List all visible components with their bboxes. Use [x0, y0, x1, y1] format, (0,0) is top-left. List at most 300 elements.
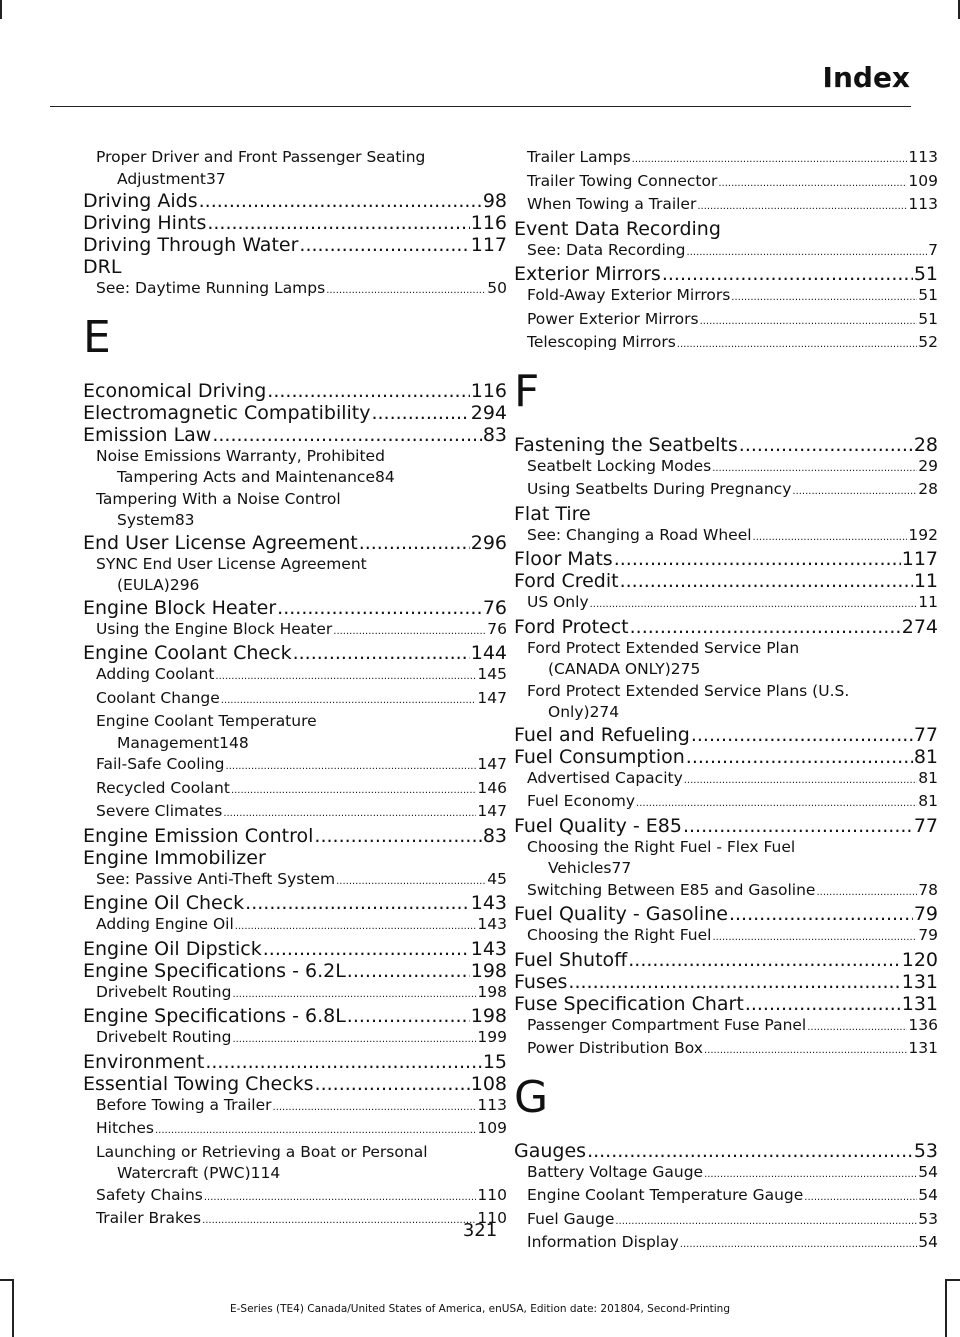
entry-text: Using Seatbelts During Pregnancy [527, 480, 792, 498]
entry-text: Environment [83, 1050, 205, 1073]
entry-text: See: Passive Anti-Theft System [96, 869, 336, 888]
index-entry[interactable] [83, 1005, 507, 1027]
entry-text: Severe Climates [96, 802, 223, 820]
index-entry[interactable] [83, 825, 507, 847]
page-ref[interactable]: 7 [928, 240, 938, 259]
entry-text: Fuel Quality - E85 [514, 814, 682, 837]
page-ref[interactable]: 296 [470, 531, 507, 554]
index-entry[interactable] [83, 212, 507, 234]
crop-mark-bottom-left-h [0, 1279, 13, 1281]
index-subentry[interactable] [83, 446, 507, 489]
dot-leader [677, 334, 917, 356]
page-ref[interactable]: 77 [611, 859, 632, 877]
page-title: Index [822, 61, 910, 94]
index-subentry[interactable] [83, 147, 507, 190]
index-subentry[interactable] [514, 837, 938, 880]
entry-text: Advertised Capacity [527, 768, 683, 787]
entry-text: Recycled Coolant [96, 778, 230, 797]
page-ref[interactable]: 81 [918, 768, 938, 787]
page-ref[interactable]: 28 [913, 433, 938, 456]
dot-leader [314, 825, 481, 847]
index-entry[interactable] [83, 424, 507, 446]
page-ref[interactable]: 131 [901, 992, 938, 1015]
entry-continuation [96, 510, 507, 532]
entry-text: Fuse Specification Chart [514, 992, 744, 1015]
page-ref[interactable]: 53 [918, 1209, 938, 1228]
entry-text: Tampering With a Noise Control [96, 489, 341, 508]
page-ref[interactable]: 37 [206, 169, 226, 188]
index-subentry[interactable] [514, 456, 938, 480]
entry-text: Engine Coolant Check [83, 642, 292, 664]
dot-leader [155, 1120, 476, 1142]
page-ref[interactable]: 81 [913, 745, 938, 768]
entry-text: Engine Coolant Temperature [96, 712, 317, 730]
dot-leader [232, 1029, 476, 1051]
dot-leader [630, 616, 901, 638]
dot-leader [587, 1140, 913, 1162]
dot-leader [204, 1187, 477, 1209]
entry-text: Emission Law [83, 423, 212, 446]
page-ref[interactable]: 114 [250, 1164, 281, 1182]
dot-leader [221, 690, 477, 712]
entry-text-cont: Tampering Acts and Maintenance [117, 468, 375, 486]
entry-continuation [96, 733, 507, 755]
page-ref[interactable]: 113 [908, 195, 938, 213]
entry-continuation [96, 467, 507, 489]
page-ref[interactable]: 143 [470, 937, 507, 960]
dot-leader [697, 196, 907, 218]
dot-leader [207, 212, 469, 234]
page-ref[interactable]: 79 [918, 926, 938, 944]
entry-text-cont: (CANADA ONLY) [548, 660, 671, 678]
index-subentry[interactable] [83, 1142, 507, 1185]
index-subentry[interactable] [83, 711, 507, 754]
dot-leader [753, 527, 908, 549]
page-ref[interactable]: 198 [470, 1005, 507, 1027]
page-ref[interactable]: 294 [470, 401, 507, 424]
dot-leader [226, 756, 477, 778]
dot-leader [277, 597, 482, 619]
page-ref[interactable]: 77 [913, 723, 938, 746]
index-entry[interactable] [83, 234, 507, 256]
dot-leader [315, 1073, 470, 1095]
index-subentry[interactable] [514, 1162, 938, 1186]
dot-leader [231, 780, 476, 802]
index-subentry[interactable] [83, 1185, 507, 1209]
page-ref[interactable]: 11 [913, 570, 938, 592]
dot-leader [590, 594, 918, 616]
entry-text: Exterior Mirrors [514, 263, 661, 285]
entry-text: Choosing the Right Fuel [527, 926, 712, 944]
index-entry[interactable] [514, 724, 938, 746]
entry-text: Hitches [96, 1119, 154, 1137]
page-ref[interactable]: 76 [482, 596, 507, 619]
page-ref[interactable]: 54 [918, 1233, 938, 1251]
dot-leader [347, 960, 470, 982]
dot-leader [807, 1017, 907, 1039]
page-ref[interactable]: 83 [482, 423, 507, 446]
entry-continuation [527, 659, 938, 681]
index-entry[interactable] [83, 402, 507, 424]
page-ref[interactable]: 45 [487, 869, 507, 888]
page-ref[interactable]: 147 [477, 802, 507, 820]
page-ref[interactable]: 83 [482, 824, 507, 847]
page-ref[interactable]: 50 [487, 279, 507, 297]
dot-leader [235, 916, 477, 938]
entry-text: Fuel Consumption [514, 745, 685, 768]
dot-leader [326, 280, 486, 302]
page-ref[interactable]: 143 [470, 892, 507, 914]
index-subentry[interactable] [83, 1027, 507, 1051]
entry-text: Engine Specifications - 6.2L [83, 959, 346, 982]
page-ref[interactable]: 54 [918, 1186, 938, 1204]
dot-leader [704, 1164, 917, 1186]
index-subentry[interactable] [83, 914, 507, 938]
page-ref[interactable]: 53 [913, 1139, 938, 1162]
page-ref[interactable]: 296 [169, 576, 200, 594]
dot-leader [691, 724, 913, 746]
dot-leader [359, 532, 470, 554]
dot-leader [263, 938, 470, 960]
page-ref[interactable]: 199 [477, 1028, 507, 1046]
page-ref[interactable]: 29 [918, 456, 938, 475]
entry-text: Economical Driving [83, 379, 267, 402]
index-subentry[interactable] [514, 171, 938, 195]
entry-text: Ford Protect [514, 615, 629, 638]
index-subentry[interactable] [83, 778, 507, 802]
index-subentry[interactable] [83, 554, 507, 597]
page-ref[interactable]: 274 [901, 615, 938, 638]
entry-text: Driving Through Water [83, 234, 299, 256]
index-entry[interactable] [83, 642, 507, 664]
index-entry[interactable] [83, 892, 507, 914]
index-entry[interactable] [83, 190, 507, 212]
entry-text: Seatbelt Locking Modes [527, 456, 712, 475]
entry-text: Ford Credit [514, 570, 619, 592]
section-letter: G [514, 1071, 549, 1123]
crop-mark-top-left [0, 0, 2, 19]
page-ref[interactable]: 52 [918, 333, 938, 351]
entry-text: Engine Block Heater [83, 596, 277, 619]
entry-text: Choosing the Right Fuel - Flex Fuel [527, 837, 796, 856]
page-ref[interactable]: 146 [477, 778, 507, 797]
page-ref[interactable]: 117 [901, 548, 938, 570]
index-entry[interactable] [83, 1073, 507, 1095]
dot-leader [683, 815, 913, 837]
page-ref[interactable]: 131 [901, 970, 938, 993]
page-ref[interactable]: 117 [470, 234, 507, 256]
page-ref[interactable]: 79 [913, 903, 938, 925]
entry-text: Drivebelt Routing [96, 982, 232, 1001]
index-subentry[interactable] [83, 754, 507, 778]
index-entry[interactable] [514, 1140, 938, 1162]
page-ref[interactable]: 109 [908, 171, 938, 190]
dot-leader [792, 481, 917, 503]
index-entry[interactable] [83, 960, 507, 982]
entry-text: Engine Coolant Temperature Gauge [527, 1186, 804, 1204]
entry-text: When Towing a Trailer [527, 195, 697, 213]
index-entry[interactable] [83, 938, 507, 960]
dot-leader [712, 458, 917, 480]
page-ref[interactable]: 28 [918, 480, 938, 498]
dot-leader [632, 149, 908, 171]
entry-text: Driving Hints [83, 212, 207, 234]
page-ref[interactable]: 145 [477, 665, 507, 683]
page-ref[interactable]: 198 [470, 959, 507, 982]
index-subentry[interactable] [514, 1038, 938, 1062]
index-subentry[interactable] [514, 925, 938, 949]
page-ref[interactable]: 192 [908, 525, 938, 544]
entry-continuation [96, 575, 507, 597]
page-ref[interactable]: 51 [918, 309, 938, 328]
entry-text: US Only [527, 593, 589, 611]
dot-leader [333, 621, 486, 643]
entry-text-cont: Adjustment [117, 169, 206, 188]
page-ref[interactable]: 120 [901, 948, 938, 971]
page-ref[interactable]: 78 [918, 880, 938, 899]
index-subentry[interactable] [514, 791, 938, 815]
entry-text: Fail-Safe Cooling [96, 755, 225, 773]
entry-continuation [96, 1163, 507, 1185]
index-subentry[interactable] [83, 688, 507, 712]
entry-text: Trailer Lamps [527, 148, 631, 166]
dot-leader [614, 548, 901, 570]
index-subentry[interactable] [514, 681, 938, 724]
index-entry[interactable] [83, 532, 507, 554]
dot-leader [347, 1005, 470, 1027]
page-ref[interactable]: 143 [477, 915, 507, 933]
index-heading: Flat Tire [514, 502, 591, 525]
dot-leader [739, 434, 913, 456]
index-entry[interactable] [514, 616, 938, 638]
dot-leader [293, 642, 470, 664]
entry-text: Adding Coolant [96, 665, 215, 683]
entry-text: Power Exterior Mirrors [527, 309, 699, 328]
entry-text: Fuel Economy [527, 792, 636, 810]
page-ref[interactable]: 51 [913, 263, 938, 285]
entry-text: Fuel and Refueling [514, 723, 690, 746]
dot-leader [687, 242, 928, 264]
entry-text: Trailer Towing Connector [527, 171, 718, 190]
dot-leader [245, 892, 470, 914]
index-subentry[interactable] [83, 869, 507, 893]
page-ref[interactable]: 84 [374, 468, 395, 486]
header-divider [50, 106, 911, 107]
page-ref[interactable]: 110 [477, 1209, 507, 1227]
page-ref[interactable]: 11 [918, 593, 938, 611]
page-ref[interactable]: 147 [477, 755, 507, 773]
index-entry[interactable] [83, 380, 507, 402]
index-subentry[interactable] [83, 1095, 507, 1119]
entry-text: Electromagnetic Compatibility [83, 401, 371, 424]
page-ref[interactable]: 109 [477, 1119, 507, 1137]
page-ref[interactable]: 144 [470, 642, 507, 664]
entry-text: Engine Oil Dipstick [83, 937, 262, 960]
entry-text: Fastening the Seatbelts [514, 433, 738, 456]
page-ref[interactable]: 275 [670, 660, 701, 678]
entry-text: Fuel Gauge [527, 1209, 615, 1228]
page-ref[interactable]: 147 [477, 688, 507, 707]
dot-leader [215, 666, 476, 688]
page-ref[interactable]: 54 [918, 1162, 938, 1181]
index-subentry[interactable] [514, 1185, 938, 1209]
entry-text: Drivebelt Routing [96, 1028, 232, 1046]
index-heading: Event Data Recording [514, 217, 721, 240]
dot-leader [745, 993, 901, 1015]
index-subentry[interactable] [514, 525, 938, 549]
dot-leader [212, 424, 481, 446]
entry-text: See: Data Recording [527, 240, 686, 259]
entry-text: Switching Between E85 and Gasoline [527, 880, 816, 899]
crop-mark-bottom-right-h [946, 1279, 960, 1281]
dot-leader [816, 882, 917, 904]
dot-leader [232, 984, 476, 1006]
entry-text: Gauges [514, 1139, 587, 1162]
section-letter: E [83, 311, 111, 363]
page-ref[interactable]: 116 [470, 212, 507, 234]
entry-text-cont: Watercraft (PWC) [117, 1164, 251, 1182]
entry-text: Engine Specifications - 6.8L [83, 1005, 346, 1027]
entry-text: Ford Protect Extended Service Plans (U.S. [527, 681, 850, 700]
index-subentry[interactable] [83, 664, 507, 688]
entry-text-cont: System [117, 511, 175, 529]
entry-continuation [96, 169, 507, 191]
index-subentry[interactable] [514, 309, 938, 333]
page-ref[interactable]: 113 [477, 1095, 507, 1114]
entry-text: Coolant Change [96, 688, 220, 707]
dot-leader [731, 287, 917, 309]
index-column-left [83, 147, 507, 1232]
index-subentry[interactable] [83, 489, 507, 532]
index-subentry[interactable] [83, 619, 507, 643]
dot-leader [299, 234, 469, 256]
index-entry[interactable] [514, 434, 938, 456]
dot-leader [371, 402, 469, 424]
index-subentry[interactable] [514, 285, 938, 309]
section-letter: F [514, 365, 540, 417]
entry-text: SYNC End User License Agreement [96, 554, 367, 573]
index-entry[interactable] [83, 1051, 507, 1073]
entry-text: See: Changing a Road Wheel [527, 525, 752, 544]
page-ref[interactable]: 131 [908, 1039, 938, 1057]
dot-leader [267, 380, 469, 402]
index-subentry[interactable] [514, 880, 938, 904]
entry-text: Using the Engine Block Heater [96, 619, 333, 638]
entry-text: Telescoping Mirrors [527, 333, 676, 351]
page-ref[interactable]: 110 [477, 1185, 507, 1204]
index-subentry[interactable] [514, 147, 938, 171]
index-subentry[interactable] [514, 768, 938, 792]
dot-leader [712, 927, 917, 949]
page-ref[interactable]: 136 [908, 1015, 938, 1034]
index-entry[interactable] [83, 597, 507, 619]
page-ref[interactable]: 116 [470, 379, 507, 402]
page-ref[interactable]: 81 [918, 792, 938, 810]
entry-text: Driving Aids [83, 190, 198, 212]
index-entry[interactable] [514, 570, 938, 592]
index-entry[interactable] [514, 903, 938, 925]
page-ref[interactable]: 274 [589, 703, 620, 721]
entry-text: Fold-Away Exterior Mirrors [527, 286, 731, 304]
index-subentry[interactable] [514, 1015, 938, 1039]
entry-text-cont: (EULA) [117, 576, 170, 594]
index-entry[interactable] [514, 746, 938, 768]
index-entry[interactable] [514, 949, 938, 971]
entry-text: See: Daytime Running Lamps [96, 279, 326, 297]
dot-leader [636, 793, 917, 815]
dot-leader [718, 173, 907, 195]
index-subentry[interactable] [514, 638, 938, 681]
entry-text: Launching or Retrieving a Boat or Personal [96, 1142, 428, 1161]
index-subentry[interactable] [83, 801, 507, 825]
page-ref[interactable]: 77 [913, 814, 938, 837]
entry-text: Trailer Brakes [96, 1209, 202, 1227]
page-ref[interactable]: 51 [918, 286, 938, 304]
index-heading: DRL [83, 256, 122, 278]
entry-text: Noise Emissions Warranty, Prohibited [96, 446, 385, 465]
page-ref[interactable]: 148 [219, 733, 249, 752]
entry-text: Power Distribution Box [527, 1039, 703, 1057]
page-ref[interactable]: 98 [482, 190, 507, 212]
entry-text: Floor Mats [514, 548, 613, 570]
index-column-right [514, 147, 938, 1256]
entry-text-cont: Vehicles [548, 859, 612, 877]
dot-leader [700, 311, 918, 333]
dot-leader [336, 871, 486, 893]
index-entry[interactable] [514, 971, 938, 993]
index-subentry[interactable] [83, 982, 507, 1006]
dot-leader [684, 770, 918, 792]
page-ref[interactable]: 113 [908, 148, 938, 166]
entry-text: Battery Voltage Gauge [527, 1162, 704, 1181]
index-subentry[interactable] [83, 278, 507, 302]
index-subentry[interactable] [514, 332, 938, 356]
entry-text: Engine Oil Check [83, 892, 245, 914]
entry-text: Fuses [514, 970, 568, 993]
index-entry[interactable] [514, 815, 938, 837]
page-footer: E-Series (TE4) Canada/United States of America, enUSA, Edition date: 201804, Second-Printing [229, 1303, 730, 1315]
dot-leader [620, 570, 913, 592]
index-entry[interactable] [514, 263, 938, 285]
dot-leader [729, 903, 913, 925]
entry-text: Passenger Compartment Fuse Panel [527, 1015, 807, 1034]
entry-text-cont: Only) [548, 703, 590, 721]
page-ref[interactable]: 198 [477, 982, 507, 1001]
dot-leader [662, 263, 913, 285]
dot-leader [568, 971, 900, 993]
index-entry[interactable] [514, 993, 938, 1015]
index-subentry[interactable] [514, 194, 938, 218]
dot-leader [273, 1097, 477, 1119]
index-subentry[interactable] [514, 479, 938, 503]
entry-text: Before Towing a Trailer [96, 1095, 272, 1114]
index-subentry[interactable] [83, 1118, 507, 1142]
index-entry[interactable] [514, 548, 938, 570]
dot-leader [205, 1051, 481, 1073]
page-ref[interactable]: 108 [470, 1072, 507, 1095]
dot-leader [804, 1187, 917, 1209]
page-ref[interactable]: 76 [487, 619, 507, 638]
page-ref[interactable]: 15 [482, 1050, 507, 1073]
page-ref[interactable]: 83 [174, 511, 195, 529]
entry-text: Adding Engine Oil [96, 915, 234, 933]
index-subentry[interactable] [514, 240, 938, 264]
index-subentry[interactable] [514, 592, 938, 616]
entry-text: Engine Emission Control [83, 824, 314, 847]
dot-leader [199, 190, 482, 212]
entry-text: End User License Agreement [83, 531, 358, 554]
dot-leader [686, 746, 913, 768]
